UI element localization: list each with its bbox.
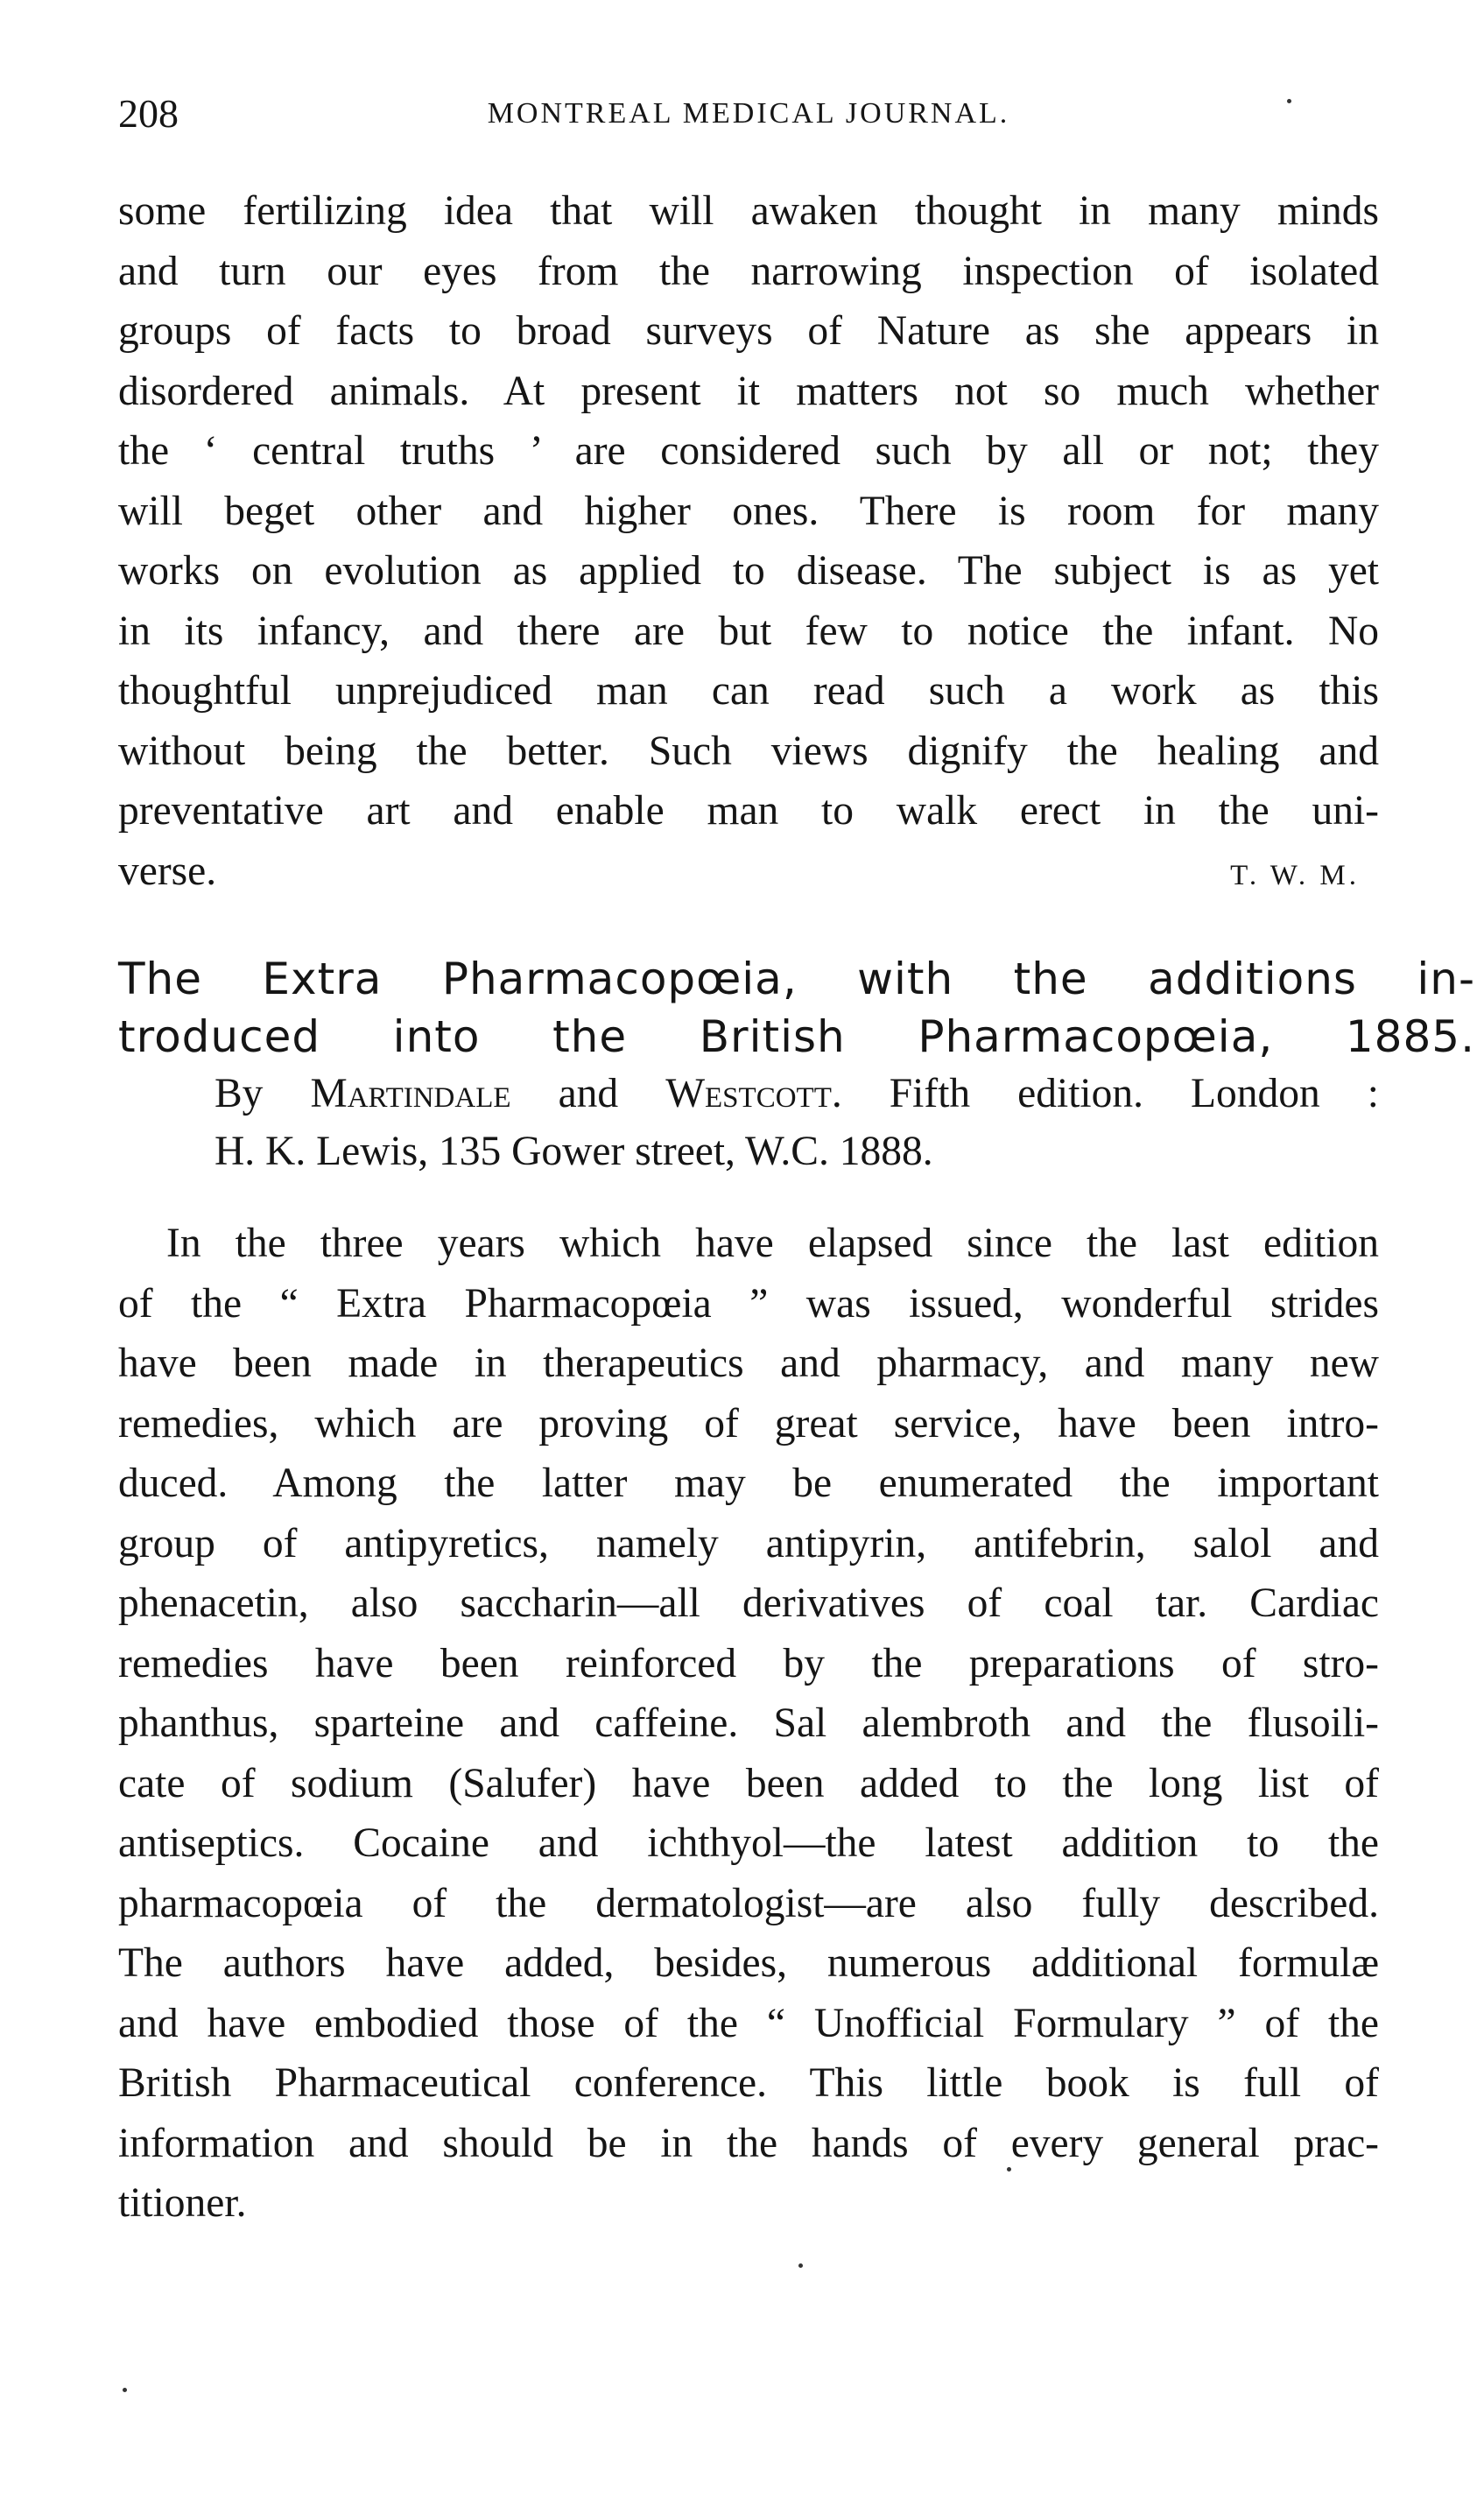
- text-line: in its infancy, and there are but few to notice the infant. No: [118, 608, 1379, 654]
- text-line: duced. Among the latter may be enumerated the important: [118, 1461, 1379, 1506]
- ink-speck: [1287, 99, 1291, 103]
- text-line: groups of facts to broad surveys of Nature as she appears in: [118, 308, 1379, 354]
- page-header: [118, 88, 1379, 140]
- text-line: phanthus, sparteine and caffeine. Sal alembroth and the flusoili-: [118, 1700, 1379, 1746]
- text-line-last: [118, 841, 1379, 906]
- text-line: thoughtful unprejudiced man can read such a work as this: [118, 668, 1379, 714]
- by-label: By: [215, 1071, 264, 1116]
- text-line: works on evolution as applied to disease. The subject is as yet: [118, 548, 1379, 594]
- text-line: British Pharmaceutical conference. This little book is full of: [118, 2060, 1379, 2106]
- text-line: and turn our eyes from the narrowing inspection of isolated: [118, 248, 1379, 294]
- text-line: remedies, which are proving of great service, have been intro-: [118, 1400, 1379, 1447]
- edition-info: Fifth edition. London :: [889, 1071, 1379, 1116]
- reviewer-signature: T. W. M.: [1230, 859, 1360, 891]
- text-line: have been made in therapeutics and pharmacy, and many new: [118, 1341, 1379, 1386]
- text-line: cate of sodium (Salufer) have been added to the long list of: [118, 1760, 1379, 1806]
- text-line: remedies have been reinforced by the preparations of stro-: [118, 1640, 1379, 1686]
- text-line: the ‘ central truths ’ are considered such by all or not; they: [118, 428, 1379, 474]
- text-line: without being the better. Such views dignify the healing and: [118, 728, 1379, 774]
- text-line: will beget other and higher ones. There is room for many: [118, 488, 1379, 534]
- author-name: Westcott.: [665, 1071, 842, 1116]
- text-line: In the three years which have elapsed since the last edition: [166, 1221, 1379, 1266]
- and-label: and: [558, 1071, 619, 1116]
- review-bibliographic-details: [215, 1065, 1379, 1180]
- publisher-line: H. K. Lewis, 135 Gower street, W.C. 1888.: [215, 1129, 933, 1174]
- running-head: MONTREAL MEDICAL JOURNAL.: [487, 97, 1010, 130]
- text-fragment: verse.: [118, 848, 217, 894]
- text-line: phenacetin, also saccharin—all derivatives of coal tar. Cardiac: [118, 1580, 1379, 1626]
- ink-speck: [123, 2388, 127, 2392]
- page-number: 208: [118, 91, 179, 136]
- text-line: The authors have added, besides, numerous additional formulæ: [118, 1940, 1379, 1986]
- text-line: group of antipyretics, namely antipyrin, antifebrin, salol and: [118, 1520, 1379, 1566]
- text-line: some fertilizing idea that will awaken thought in many minds: [118, 188, 1379, 234]
- text-line: antiseptics. Cocaine and ichthyol—the latest addition to the: [118, 1820, 1379, 1866]
- text-line: and have embodied those of the “ Unofficial Formulary ” of the: [118, 2000, 1379, 2046]
- authors-line: [215, 1065, 1379, 1123]
- author-name: Martindale: [310, 1071, 511, 1116]
- text-line: disordered animals. At present it matters not so much whether: [118, 368, 1379, 414]
- title-line: troduced into the British Pharmacopœia, 1885.: [118, 1011, 1475, 1062]
- title-line: The Extra Pharmacopœia, with the additions in-: [118, 954, 1475, 1004]
- text-line: pharmacopœia of the dermatologist—are also fully described.: [118, 1880, 1379, 1926]
- text-line-last: titioner.: [118, 2180, 247, 2226]
- continued-review-paragraph: [118, 181, 1379, 905]
- ink-speck: [798, 2263, 803, 2268]
- review-title: [118, 950, 1475, 1066]
- text-line: preventative art and enable man to walk erect in the uni-: [118, 788, 1379, 834]
- text-line: information and should be in the hands of every general prac-: [118, 2120, 1379, 2166]
- review-body-paragraph: [118, 1214, 1379, 2234]
- text-line: of the “ Extra Pharmacopœia ” was issued, wonderful strides: [118, 1280, 1379, 1327]
